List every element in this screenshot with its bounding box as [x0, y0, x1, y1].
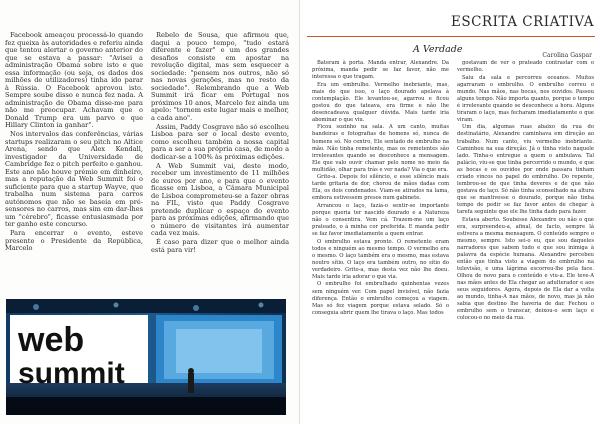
right-page — [301, 0, 600, 424]
paragraph: É caso para dizer que o melhor ainda está para vir! — [151, 238, 289, 254]
paragraph: A Web Summit vai, deste modo, receber um investimento de 11 milhões de euros por ano, e para que o evento ficasse em Lisboa, a Câmara Municipal de Lisboa comprometeu-se a fazer obras na FIL, visto que Paddy Cosgrave pretende duplicar o espaço do evento para as próximas edições, afirmando que o número de visitantes irá aumentar cada vez mais. — [151, 161, 289, 237]
paragraph: Facebook ameaçou processá-lo quando fez queixa às autoridades e referiu ainda que tentou alertar o governo anterior do que se estava a passar: "Avisei a administração Obama sobre isto e que essa informação (ou seja, os dados dos milhões de utilizadores) tinha ido parar à Rússia. O Facebook aprovou isto. Sempre soube disso e nunca fez nada. A administração de Obama disse-me para não me preocupar. Achavam que o Donald Trump era um parvo e que Hillary Clinton ia ganhar". — [5, 31, 143, 129]
article-columns — [5, 32, 289, 290]
paragraph: Bateram à porta. Manda entrar, Alexandre. Da próxima, manda pedir se faz favor, não me interessa o que tragam. — [312, 60, 449, 81]
paragraph: Nos intervalos das conferências, várias startups realizaram o seu pitch no Altice Arena, sendo que Alex Kendall, investigador da Universidade de Cambridge fez o pitch perfeito e ganhou. Este ano não houve prémio em dinheiro, mas a reputação da Web Summit foi o suficiente para que a startup Wayve, que trabalha num sistema para carros autónomos que não se baseia em pré-sensores no carros, mas sim em dar-lhes um "cérebro", ficasse entusiasmada por ter ganho este concurso. — [5, 130, 143, 228]
paragraph: gostavam de ver o prateado contrastar com o vermelho. — [457, 60, 594, 74]
paragraph: Arrancou o laço, fazia-o sentir-se importante porque queria ter nascido dourado e a Natureza não o consentira. Vem cá. Trazem-me um laço prateado, o á minha cor preferida. E manda pedir se faz favor imediatamente a quem entrar. — [312, 202, 449, 238]
section-header — [301, 14, 600, 40]
article-column-2 — [151, 32, 289, 256]
paragraph: Saiu da sala e percorreu oceanos. Muitos agarraram o embrulho. O embrulho correu o mundo. Nas mãos, nas bocas, nos ouvidos. Passou alguns tempo. Não importa quanto, porque o tempo é irrelevante quando se desconhece a hora. Alguns tiraram o laço, mas fecharam imediatamente o que viram. — [457, 74, 594, 123]
paragraph: Um dia, algumas ruas abaixo da rua do destinatário, Alexandre caminhava em direção ao trabalho. Num canto, viu vermelho inebriante. Caminhou na sua direção. Já o tinha visto naquele lado. Tinha-o entregue a quem o ambulava. Tal palácio, viu-se que tinha percorrido o mundo, e que as bocas e os ouvidos por onde passara tinham criado vincos no papel do embrulho. Do repente, lembrou-se de que tinha deveres e de que não gostava do laço. Só não tinha sconselhado na altura que se mantivesse o dourado, porque não tinha tempo de pedir se faz favor antes de chegar à tarefa seguinte que ele lhe tinha dado para fazer. — [457, 124, 594, 215]
section-title: ESCRITA CRIATIVA — [451, 14, 594, 30]
web-summit-stage-photo — [6, 299, 286, 415]
paragraph: Estava aberto. Soubesse Alexandre ou não o que era, surpreendeu-a, afinal, de facto, sempre lá estivera a mesma mensagem. O conteúdo sempre o mesmo, sempre. Isto sei-o eu, que sou daqueles narradores que sabem tudo e que sou inimiga à palavra da espécie humana. Alexandre percebeu então que tinha visto a viagem do embrulho na televisão, e uma lágrima escorreu-lhe pela face. Olhou de novo para o conteúdo e viu-a. Ele teve-A nas mãos antes de Ela chegar ao adulterador e aos seus seguidores. Agora, depois de Ela dar a volta ao mundo, tinha-A nas mãos, de novo, mas já não sabia que destino lhe haveria de dar. Fechou o embrulho sem o transcar, deixou-o sem laço e colocou-o no meio da rua. — [457, 216, 594, 322]
paragraph: O embrulho foi embrulhado quinhentas vezes sem ninguém ver. Com papel invisível, não fazia diferença. Então o embrulho começou a viagem. Mas só fez viagem porque estava selado. Só o conseguia abrir quem lhe tirava o laço. Mas todos — [312, 281, 449, 316]
web-summit-logo-web: web — [18, 321, 85, 359]
story-column-1 — [312, 60, 449, 317]
paragraph: Rebelo de Sousa, que afirmou que, daqui a pouco tempo, "tudo estará diferente e fazer" e um dos grandes desafios consiste em apostar na revolução digital, mas sem esquecer a sociedade: "pensem nos outros, não só nas novas gerações, mas no resto da sociedade". Relembrando que a Web Summit irá ficar em Portugal nos próximos 10 anos, Marcelo fez ainda um apelo: "tornem este lugar mais e melhor, a cada ano". — [151, 31, 289, 122]
author-name: Carolina Gaspar — [542, 52, 592, 59]
paragraph: Era um embrulho. Vermelho inebriante, mas, mais do que isso, o laço dourado apelava à contemplação. Ele levantou-se, agarrou e ficou gostou do que tateava, era firme e não lhe desencadeava qualquer dúvida. Mais tarde iria abominar o que viu. — [312, 81, 449, 123]
web-summit-logo-summit: summit — [18, 357, 125, 390]
paragraph: O embrulho estava pronto. O remetente eram todos e ninguém ao mesmo tempo. O vermelho era o mesmo. O laço também era o mesmo, mas estava noutro sítio. O laço era também outro, no sítio do verdadeiro. Grito-a, mas desta vez não lhe doeu. Mais tarde iria adorar o que via. — [312, 238, 449, 280]
story-column-2 — [457, 60, 594, 323]
article-column-1 — [5, 32, 143, 254]
paragraph: Para encerrar o evento, esteve presente o Presidente da República, Marcelo — [5, 229, 143, 252]
header-rule — [307, 36, 595, 37]
paragraph: Assim, Paddy Cosgrave não só escolheu Lisboa para ser o local deste evento, como escolheu também a nossa capital para a ser a sua própria casa, de modo a dedicar-se a 100% às próximas edições. — [151, 122, 289, 161]
story-title: A Verdade — [413, 44, 463, 55]
paragraph: Ficou sozinho na sala. A um canto, muitas bandeiras e fotografias de homens só, nunca de homens só. No centro, Ele sentado de embrulho na mão. Não tinha remetente, mas os remetentes são irrelevantes quando se desconhece a mensagem. Ele que valo ouvir chamar pelo nome no meio da multidão, olhar para trás e ver nada? Via o que era. — [312, 124, 449, 173]
paragraph: Grito-a. Depois foi silêncio, e esse silêncio mais tarde gritaria de dor, chorou de mãos dadas com Ela, os dois condenados. Viam-se atirados na lama, embora estivessem presos num gabinete. — [312, 174, 449, 202]
